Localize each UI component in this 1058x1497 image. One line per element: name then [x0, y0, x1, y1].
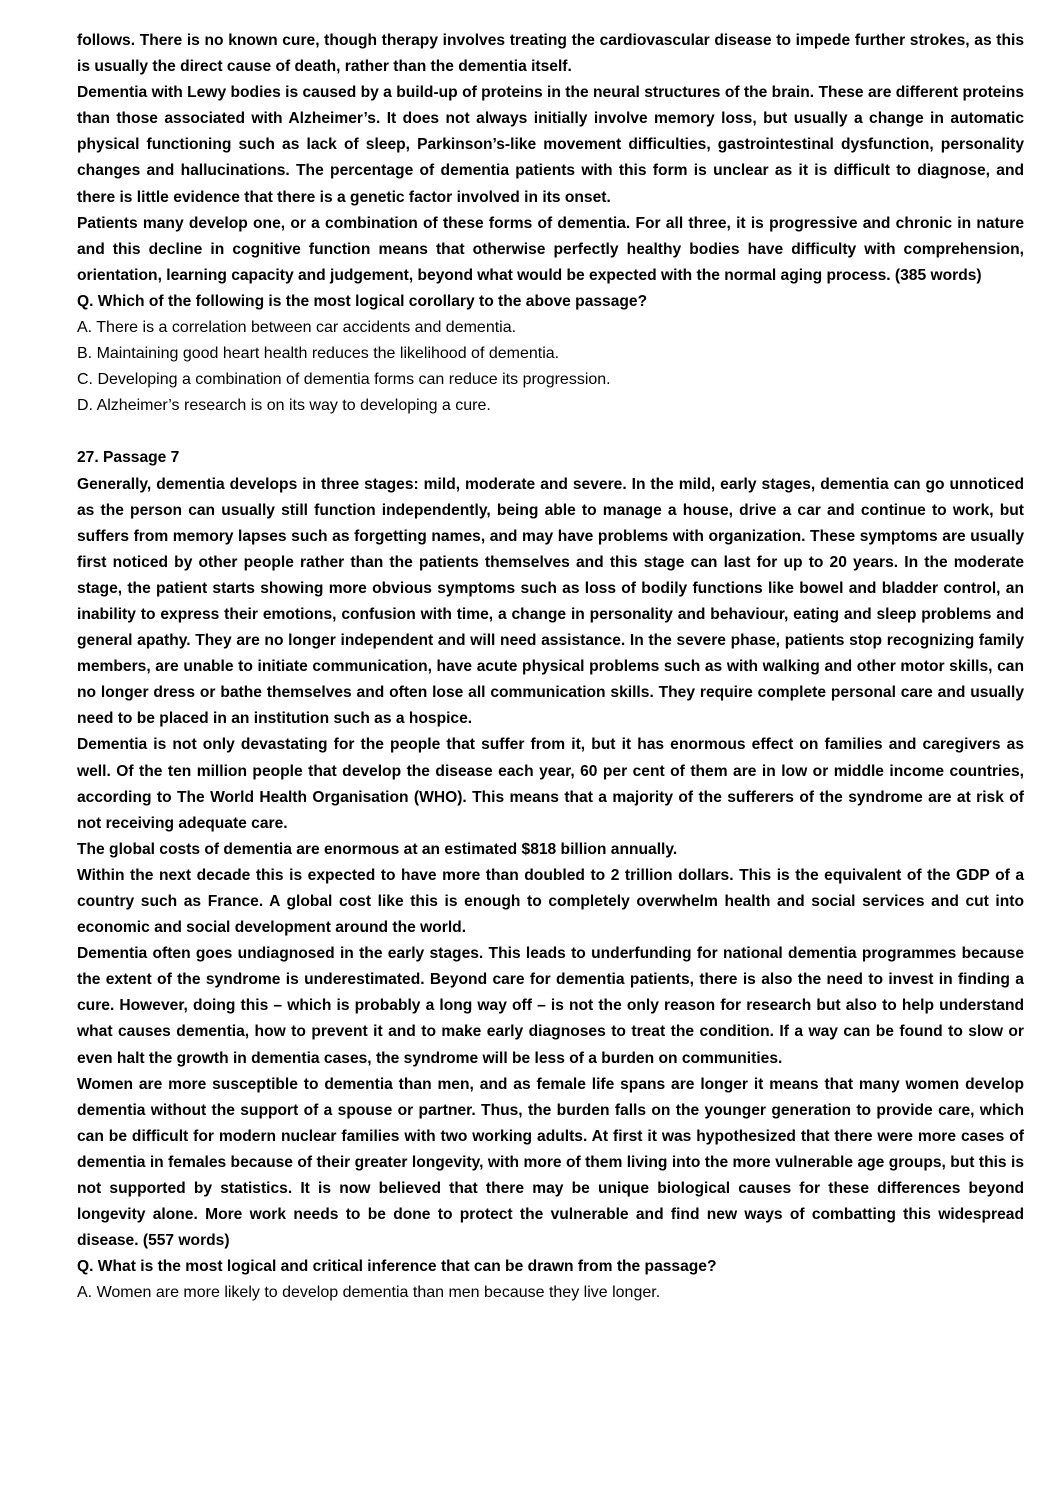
spacer — [77, 419, 1024, 445]
option-b: B. Maintaining good heart health reduces the likelihood of dementia. — [77, 345, 560, 363]
question: Q. Which of the following is the most logical corollary to the above passage? — [77, 292, 648, 310]
paragraph: Generally, dementia develops in three stages: mild, moderate and severe. In the mild, early stages, dementia can go unnoticed as the person can usually still function independently, being able to manage a house, drive a car and continue to work, but suffers from memory lapses such as forgetting names, and may have problems with organization. These symptoms are usually first noticed by other people rather than the patients themselves and this stage can last for up to 20 years. In the moderate stage, the patient starts showing more obvious symptoms such as loss of bodily functions like bowel and bladder control, an inability to express their emotions, confusion with time, a change in personality and behaviour, eating and sleep problems and general apathy. They are no longer independent and will need assistance. In the severe phase, patients stop recognizing family members, are unable to initiate communication, have acute physical problems such as with walking and other motor skills, can no longer dress or bathe themselves and often lose all communication skills. They require complete personal care and usually need to be placed in an institution such as a hospice. — [77, 475, 1024, 728]
paragraph: Dementia with Lewy bodies is caused by a build-up of proteins in the neural structures of the brain. These are different proteins than those associated with Alzheimer’s. It does not always initially involve memory loss, but usually a change in automatic physical functioning such as lack of sleep, Parkinson’s-like movement difficulties, gastrointestinal dysfunction, personality changes and hallucinations. The percentage of dementia patients with this form is unclear as it is difficult to diagnose, and there is little evidence that there is a genetic factor involved in its onset. — [77, 84, 1024, 206]
passage-heading — [77, 445, 1024, 471]
question-number: 27. — [77, 449, 99, 467]
question: Q. What is the most logical and critical inference that can be drawn from the passage? — [77, 1258, 717, 1276]
option-d: D. Alzheimer’s research is on its way to developing a cure. — [77, 397, 491, 415]
option-a: A. Women are more likely to develop dementia than men because they live longer. — [77, 1284, 661, 1302]
paragraph: follows. There is no known cure, though therapy involves treating the cardiovascular disease to impede further strokes, as this is usually the direct cause of death, rather than the dementia itself. — [77, 32, 1024, 76]
option-c: C. Developing a combination of dementia forms can reduce its progression. — [77, 371, 611, 389]
paragraph: Women are more susceptible to dementia than men, and as female life spans are longer it means that many women develop dementia without the support of a spouse or partner. Thus, the burden falls on the younger generation to provide care, which can be difficult for modern nuclear families with two working adults. At first it was hypothesized that there were more cases of dementia in females because of their greater longevity, with more of them living into the more vulnerable age groups, but this is not supported by statistics. It is now believed that there may be unique biological causes for these differences beyond longevity alone. More work needs to be done to protect the vulnerable and find new ways of combatting this widespread disease. (557 words) — [77, 1075, 1024, 1250]
passage-title: Passage 7 — [103, 449, 180, 467]
document-page — [77, 28, 1024, 1307]
paragraph: The global costs of dementia are enormous at an estimated $818 billion annually. — [77, 840, 678, 858]
paragraph: Patients many develop one, or a combination of these forms of dementia. For all three, it is progressive and chronic in nature and this decline in cognitive function means that otherwise perfectly healthy bodies have difficulty with comprehension, orientation, learning capacity and judgement, beyond what would be expected with the normal aging process. (385 words) — [77, 214, 1024, 284]
option-a: A. There is a correlation between car accidents and dementia. — [77, 319, 517, 337]
paragraph: Within the next decade this is expected to have more than doubled to 2 trillion dollars. This is the equivalent of the GDP of a country such as France. A global cost like this is enough to completely overwhelm health and social services and cut into economic and social development around the world. — [77, 866, 1024, 937]
paragraph: Dementia is not only devastating for the people that suffer from it, but it has enormous effect on families and caregivers as well. Of the ten million people that develop the disease each year, 60 per cent of them are in low or middle income countries, according to The World Health Organisation (WHO). This means that a majority of the sufferers of the syndrome are at risk of not receiving adequate care. — [77, 736, 1024, 832]
paragraph: Dementia often goes undiagnosed in the early stages. This leads to underfunding for national dementia programmes because the extent of the syndrome is underestimated. Beyond care for dementia patients, there is also the need to invest in finding a cure. However, doing this – which is probably a long way off – is not the only reason for research but also to help understand what causes dementia, how to prevent it and to make early diagnoses to treat the condition. If a way can be found to slow or even halt the growth in dementia cases, the syndrome will be less of a burden on communities. — [77, 945, 1024, 1067]
